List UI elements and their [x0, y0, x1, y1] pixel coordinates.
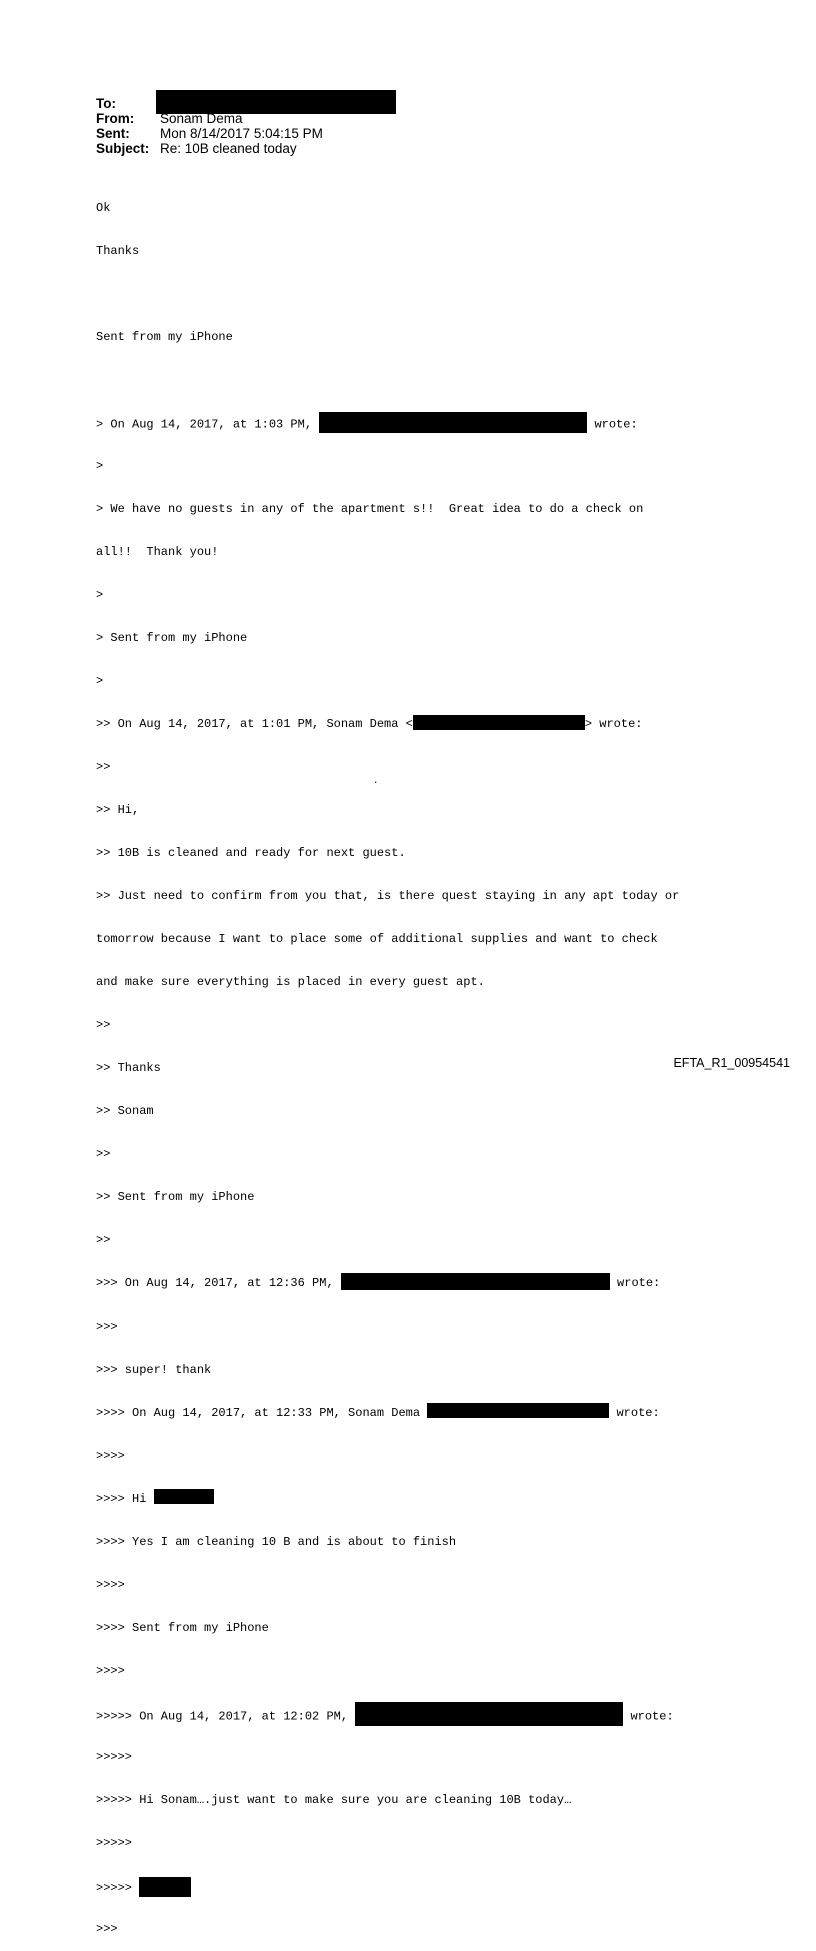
signature-line: [96, 1879, 679, 1896]
quote-header-text: > On Aug 14, 2017, at 1:03 PM,: [96, 417, 320, 432]
quote-header-text: >>>>> On Aug 14, 2017, at 12:02 PM,: [96, 1709, 356, 1724]
body-line: >>: [96, 1018, 111, 1033]
bates-number: EFTA_R1_00954541: [673, 1056, 790, 1070]
body-line: >>> super! thank: [96, 1362, 212, 1377]
quote-header-wrote: wrote:: [587, 417, 638, 432]
quote-header-text: >> On Aug 14, 2017, at 1:01 PM, Sonam Dema <: [96, 717, 413, 732]
body-line: >>>>>: [96, 1749, 133, 1764]
body-line: >>>>> Hi Sonam….just want to make sure you are cleaning 10B today…: [96, 1792, 572, 1807]
body-line: Sent from my iPhone: [96, 329, 233, 344]
to-row: [96, 96, 396, 111]
sent-label: Sent:: [96, 126, 130, 141]
body-line: >> Thanks: [96, 1061, 161, 1076]
redaction-box: [156, 90, 396, 114]
quote-header-wrote: > wrote:: [584, 717, 643, 732]
body-line: >>: [96, 1233, 111, 1248]
quote-header-text: >>> On Aug 14, 2017, at 12:36 PM,: [96, 1276, 341, 1291]
body-line: >: [96, 674, 104, 689]
redaction-box: [427, 1403, 609, 1418]
signature-prefix: >>>>>: [96, 1881, 140, 1896]
body-line: >>>> Sent from my iPhone: [96, 1620, 269, 1635]
redaction-box: [139, 1877, 191, 1897]
body-line: >: [96, 587, 104, 602]
subject-label: Subject:: [96, 141, 150, 156]
quote-header-line: [96, 1406, 679, 1420]
body-line: >> Hi,: [96, 803, 140, 818]
stray-mark: .: [374, 772, 378, 786]
body-line: >>>>>: [96, 1835, 133, 1850]
from-value: Sonam Dema: [160, 111, 243, 126]
body-line: Thanks: [96, 243, 140, 258]
body-line: >> Just need to confirm from you that, is there quest staying in any apt today or: [96, 889, 680, 904]
body-line: >> Sonam: [96, 1104, 154, 1119]
quote-header-wrote: wrote:: [609, 1405, 660, 1420]
body-line: >>: [96, 1147, 111, 1162]
body-line: > We have no guests in any of the apartment s!! Great idea to do a check on: [96, 501, 644, 516]
quote-header-line: [96, 1707, 679, 1724]
to-label: To:: [96, 96, 116, 111]
body-line: Ok: [96, 200, 111, 215]
greeting-line: [96, 1492, 679, 1506]
body-line: >>>>: [96, 1663, 125, 1678]
subject-row: [96, 141, 396, 156]
body-line: and make sure everything is placed in every guest apt.: [96, 975, 485, 990]
sent-row: [96, 126, 396, 141]
redaction-box: [154, 1489, 214, 1504]
subject-value: Re: 10B cleaned today: [160, 141, 297, 156]
redaction-box: [341, 1273, 610, 1290]
body-line: [96, 373, 679, 387]
body-line: >>>: [96, 1319, 118, 1334]
body-line: [96, 287, 679, 301]
body-line: >> 10B is cleaned and ready for next guest.: [96, 846, 406, 861]
body-line: > Sent from my iPhone: [96, 631, 248, 645]
body-line: tomorrow because I want to place some of additional supplies and want to check: [96, 932, 658, 947]
quote-header-wrote: wrote:: [609, 1276, 661, 1291]
email-body: [96, 172, 679, 1951]
sent-value: Mon 8/14/2017 5:04:15 PM: [160, 126, 323, 141]
quote-header-text: >>>> On Aug 14, 2017, at 12:33 PM, Sonam Dema: [96, 1405, 428, 1420]
greeting-text: >>>> Hi: [96, 1491, 154, 1506]
quote-header-line: [96, 717, 679, 731]
body-line: >>>>: [96, 1448, 125, 1463]
body-line: >>>: [96, 1921, 118, 1936]
quote-header-line: [96, 416, 679, 430]
redaction-box: [355, 1702, 623, 1726]
email-header: [96, 96, 396, 156]
redaction-box: [319, 412, 587, 433]
redaction-box: [413, 715, 585, 730]
body-line: >> Sent from my iPhone: [96, 1190, 255, 1205]
quote-header-wrote: wrote:: [623, 1709, 674, 1724]
body-line: >>>> Yes I am cleaning 10 B and is about to finish: [96, 1534, 457, 1549]
body-line: >>: [96, 760, 111, 775]
quote-header-line: [96, 1276, 679, 1290]
from-label: From:: [96, 111, 135, 126]
body-line: all!! Thank you!: [96, 544, 219, 559]
body-line: >: [96, 458, 104, 473]
body-line: >>>>: [96, 1577, 125, 1592]
